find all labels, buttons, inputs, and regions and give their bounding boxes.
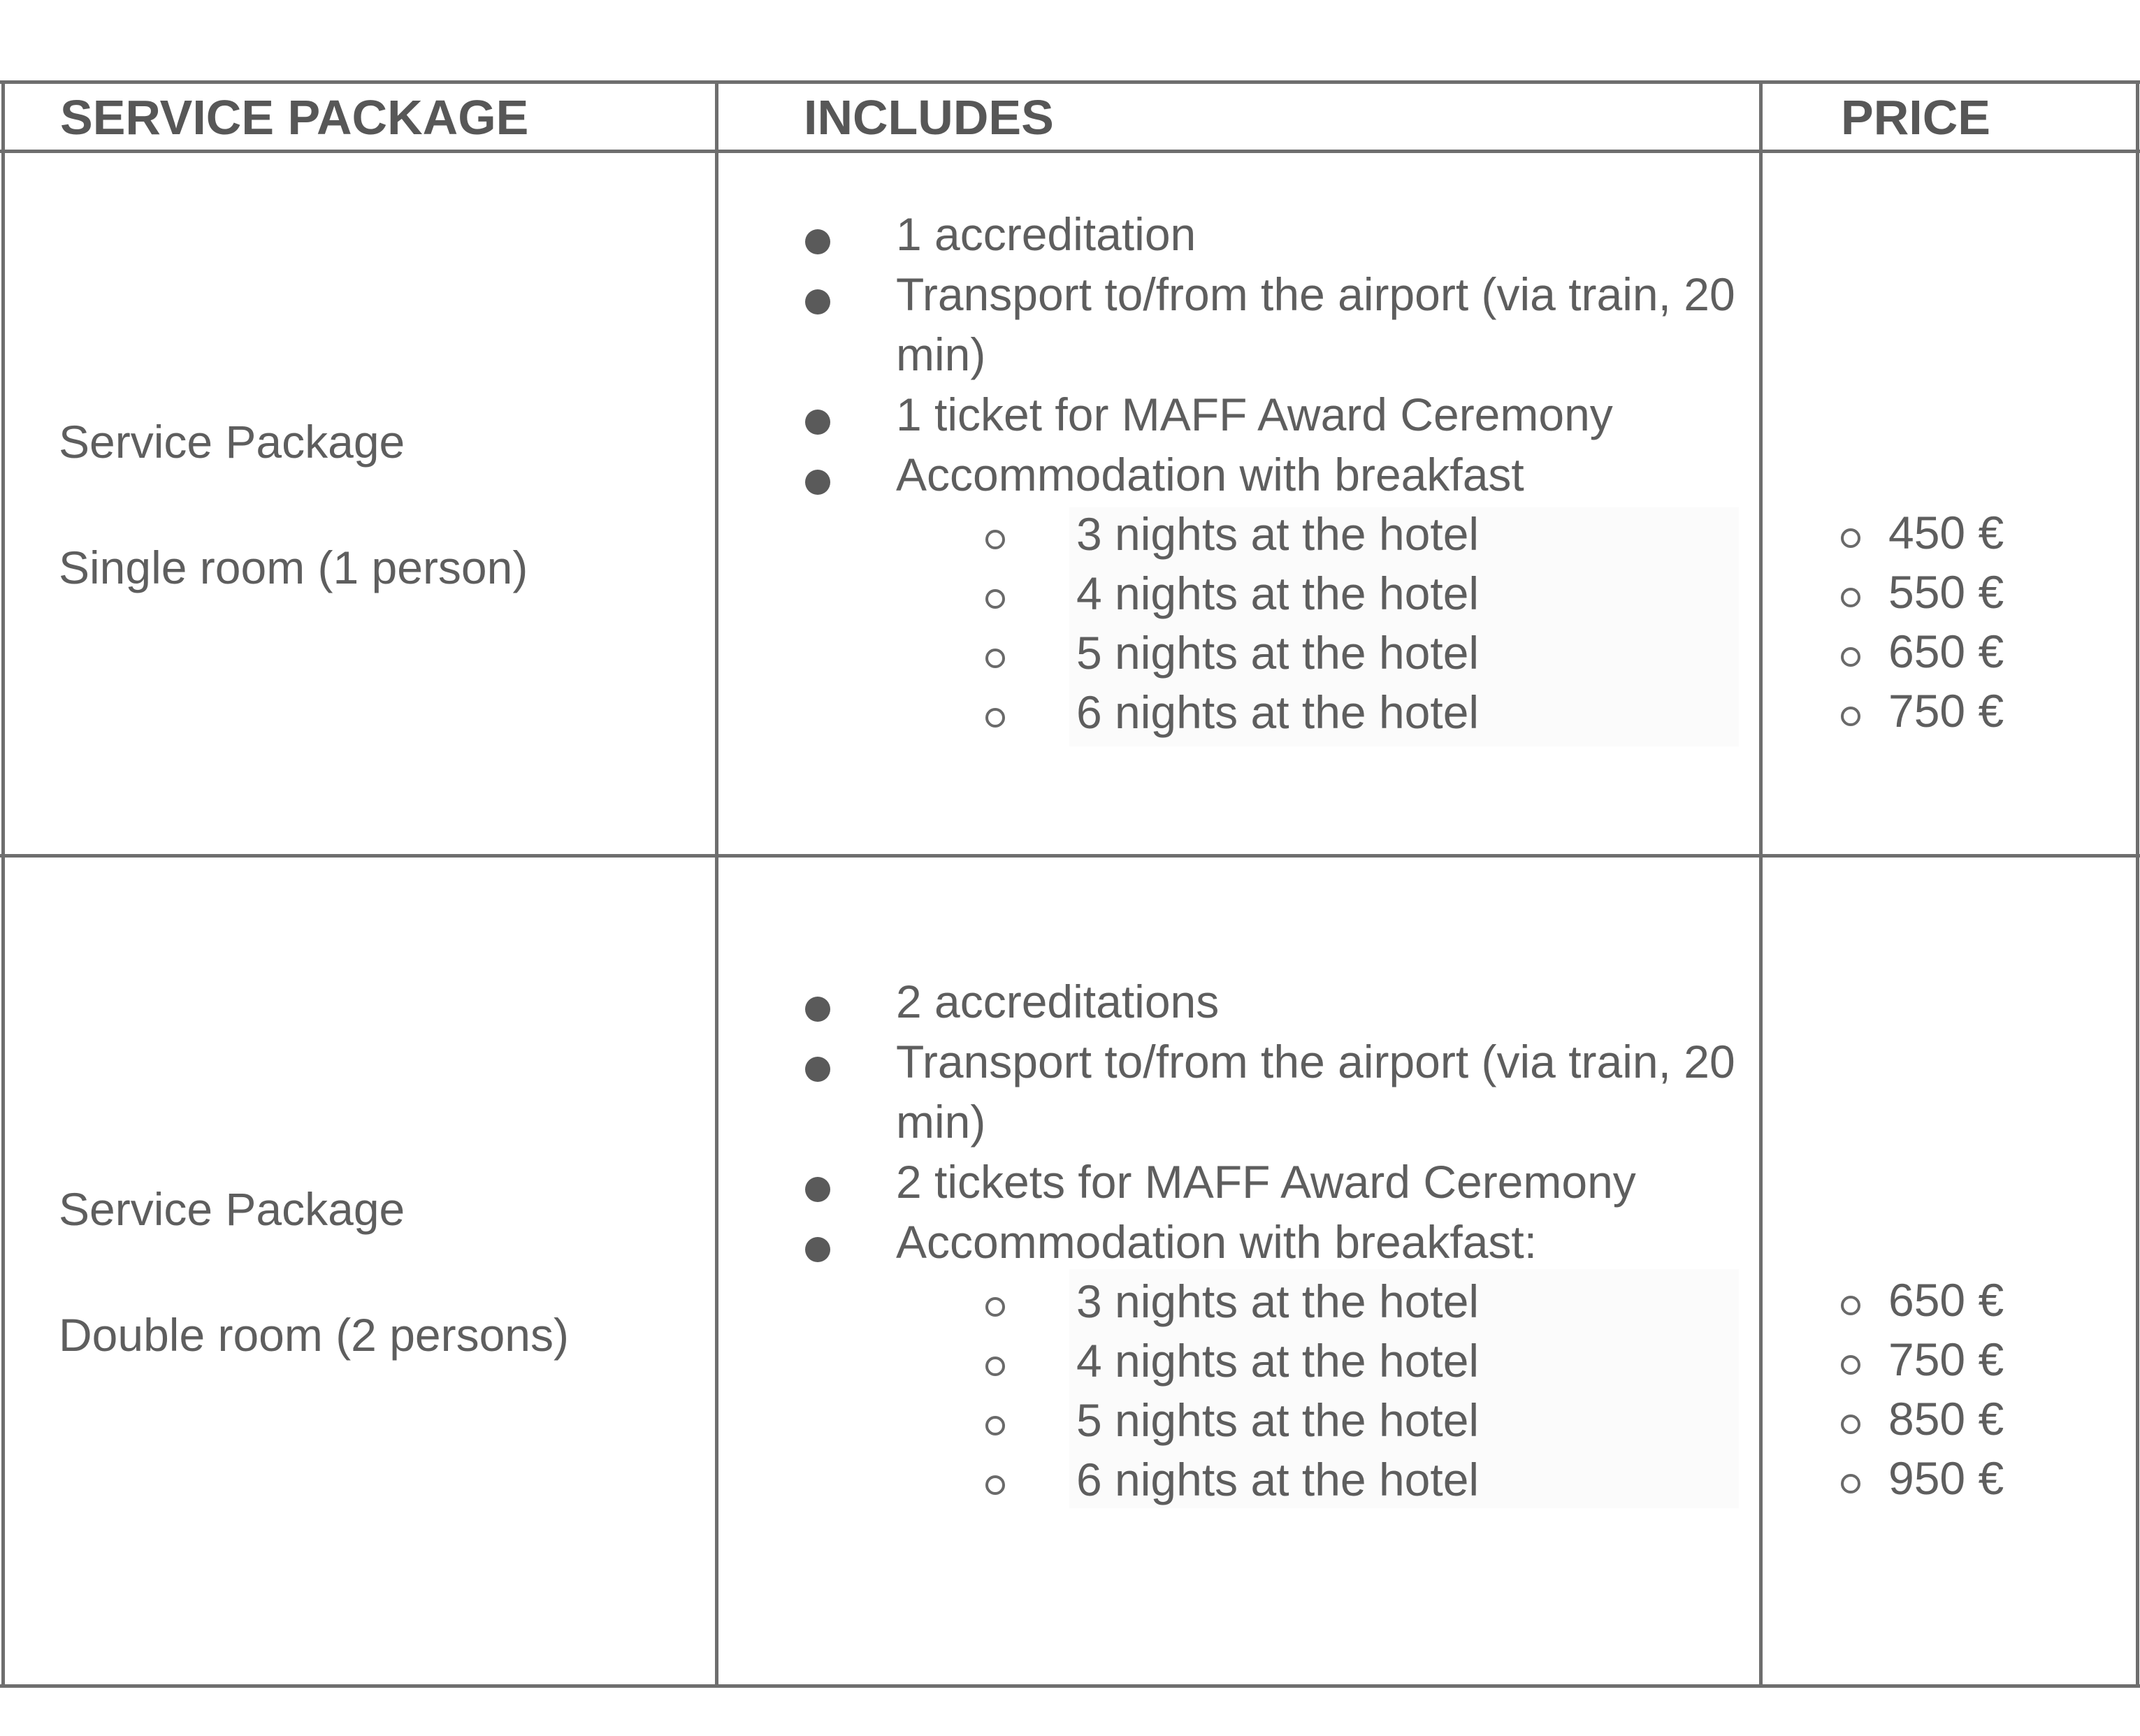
circle-bullet-icon [1841,1474,1860,1493]
price-item: 750 € [1841,1330,2004,1389]
list-item: 3 nights at the hotel [985,505,1742,564]
price-item: 650 € [1841,622,2004,681]
circle-bullet-icon [985,649,1005,668]
list-item: 6 nights at the hotel [985,1450,1742,1510]
nights-list [896,505,1742,742]
circle-bullet-icon [985,708,1005,728]
bullet-icon [805,997,830,1022]
package-title: Service Package [59,416,405,468]
table-left-border [1,80,5,1688]
price-list [1841,503,2004,741]
price-item: 650 € [1841,1271,2004,1330]
bullet-icon [805,289,830,314]
header-includes: INCLUDES [804,90,1054,145]
circle-bullet-icon [1841,647,1860,667]
column-divider-2 [1759,80,1763,1688]
price-item: 450 € [1841,503,2004,563]
bullet-icon [805,470,830,495]
list-item: 6 nights at the hotel [985,683,1742,742]
list-item: Transport to/from the airport (via train, 20 min) [805,264,1742,384]
circle-bullet-icon [985,1297,1005,1317]
bullet-icon [805,1057,830,1082]
bullet-icon [805,229,830,254]
header-bottom-border [0,150,2140,153]
list-item: 1 accreditation [805,204,1742,264]
circle-bullet-icon [985,1357,1005,1376]
circle-bullet-icon [1841,588,1860,607]
nights-list [896,1272,1742,1510]
table-top-border [0,80,2140,84]
table-right-border [2136,80,2139,1688]
circle-bullet-icon [1841,1355,1860,1375]
list-item: Transport to/from the airport (via train, 20 min) [805,1032,1742,1152]
table-bottom-border [0,1684,2140,1688]
includes-list [805,971,1742,1510]
bullet-icon [805,1177,830,1202]
list-item: Accommodation with breakfast: 3 nights at the hotel 4 nights at the hotel 5 nights at the hotel 6 nights at the hotel [805,1212,1742,1510]
list-item: 1 ticket for MAFF Award Ceremony [805,384,1742,444]
row-divider [0,854,2140,858]
price-item: 950 € [1841,1449,2004,1508]
bullet-icon [805,410,830,435]
price-item: 550 € [1841,563,2004,622]
circle-bullet-icon [1841,528,1860,548]
price-list [1841,1271,2004,1508]
package-title: Service Package [59,1183,405,1235]
list-item: 3 nights at the hotel [985,1272,1742,1331]
column-divider-1 [715,80,718,1688]
list-item: 5 nights at the hotel [985,1391,1742,1450]
list-item: 4 nights at the hotel [985,564,1742,623]
list-item: 4 nights at the hotel [985,1331,1742,1391]
circle-bullet-icon [985,1416,1005,1435]
header-price: PRICE [1841,90,1990,145]
bullet-icon [805,1237,830,1262]
circle-bullet-icon [1841,707,1860,726]
list-item: Accommodation with breakfast 3 nights at the hotel 4 nights at the hotel 5 nights at the hotel 6 nights at the hotel [805,444,1742,742]
circle-bullet-icon [985,589,1005,609]
room-type: Single room (1 person) [59,542,528,593]
price-item: 750 € [1841,681,2004,741]
circle-bullet-icon [1841,1296,1860,1315]
room-type: Double room (2 persons) [59,1309,569,1361]
list-item: 5 nights at the hotel [985,623,1742,683]
circle-bullet-icon [985,530,1005,549]
list-item: 2 accreditations [805,971,1742,1032]
list-item: 2 tickets for MAFF Award Ceremony [805,1152,1742,1212]
header-service-package: SERVICE PACKAGE [60,90,529,145]
circle-bullet-icon [1841,1415,1860,1434]
includes-list [805,204,1742,742]
circle-bullet-icon [985,1475,1005,1495]
price-item: 850 € [1841,1389,2004,1449]
